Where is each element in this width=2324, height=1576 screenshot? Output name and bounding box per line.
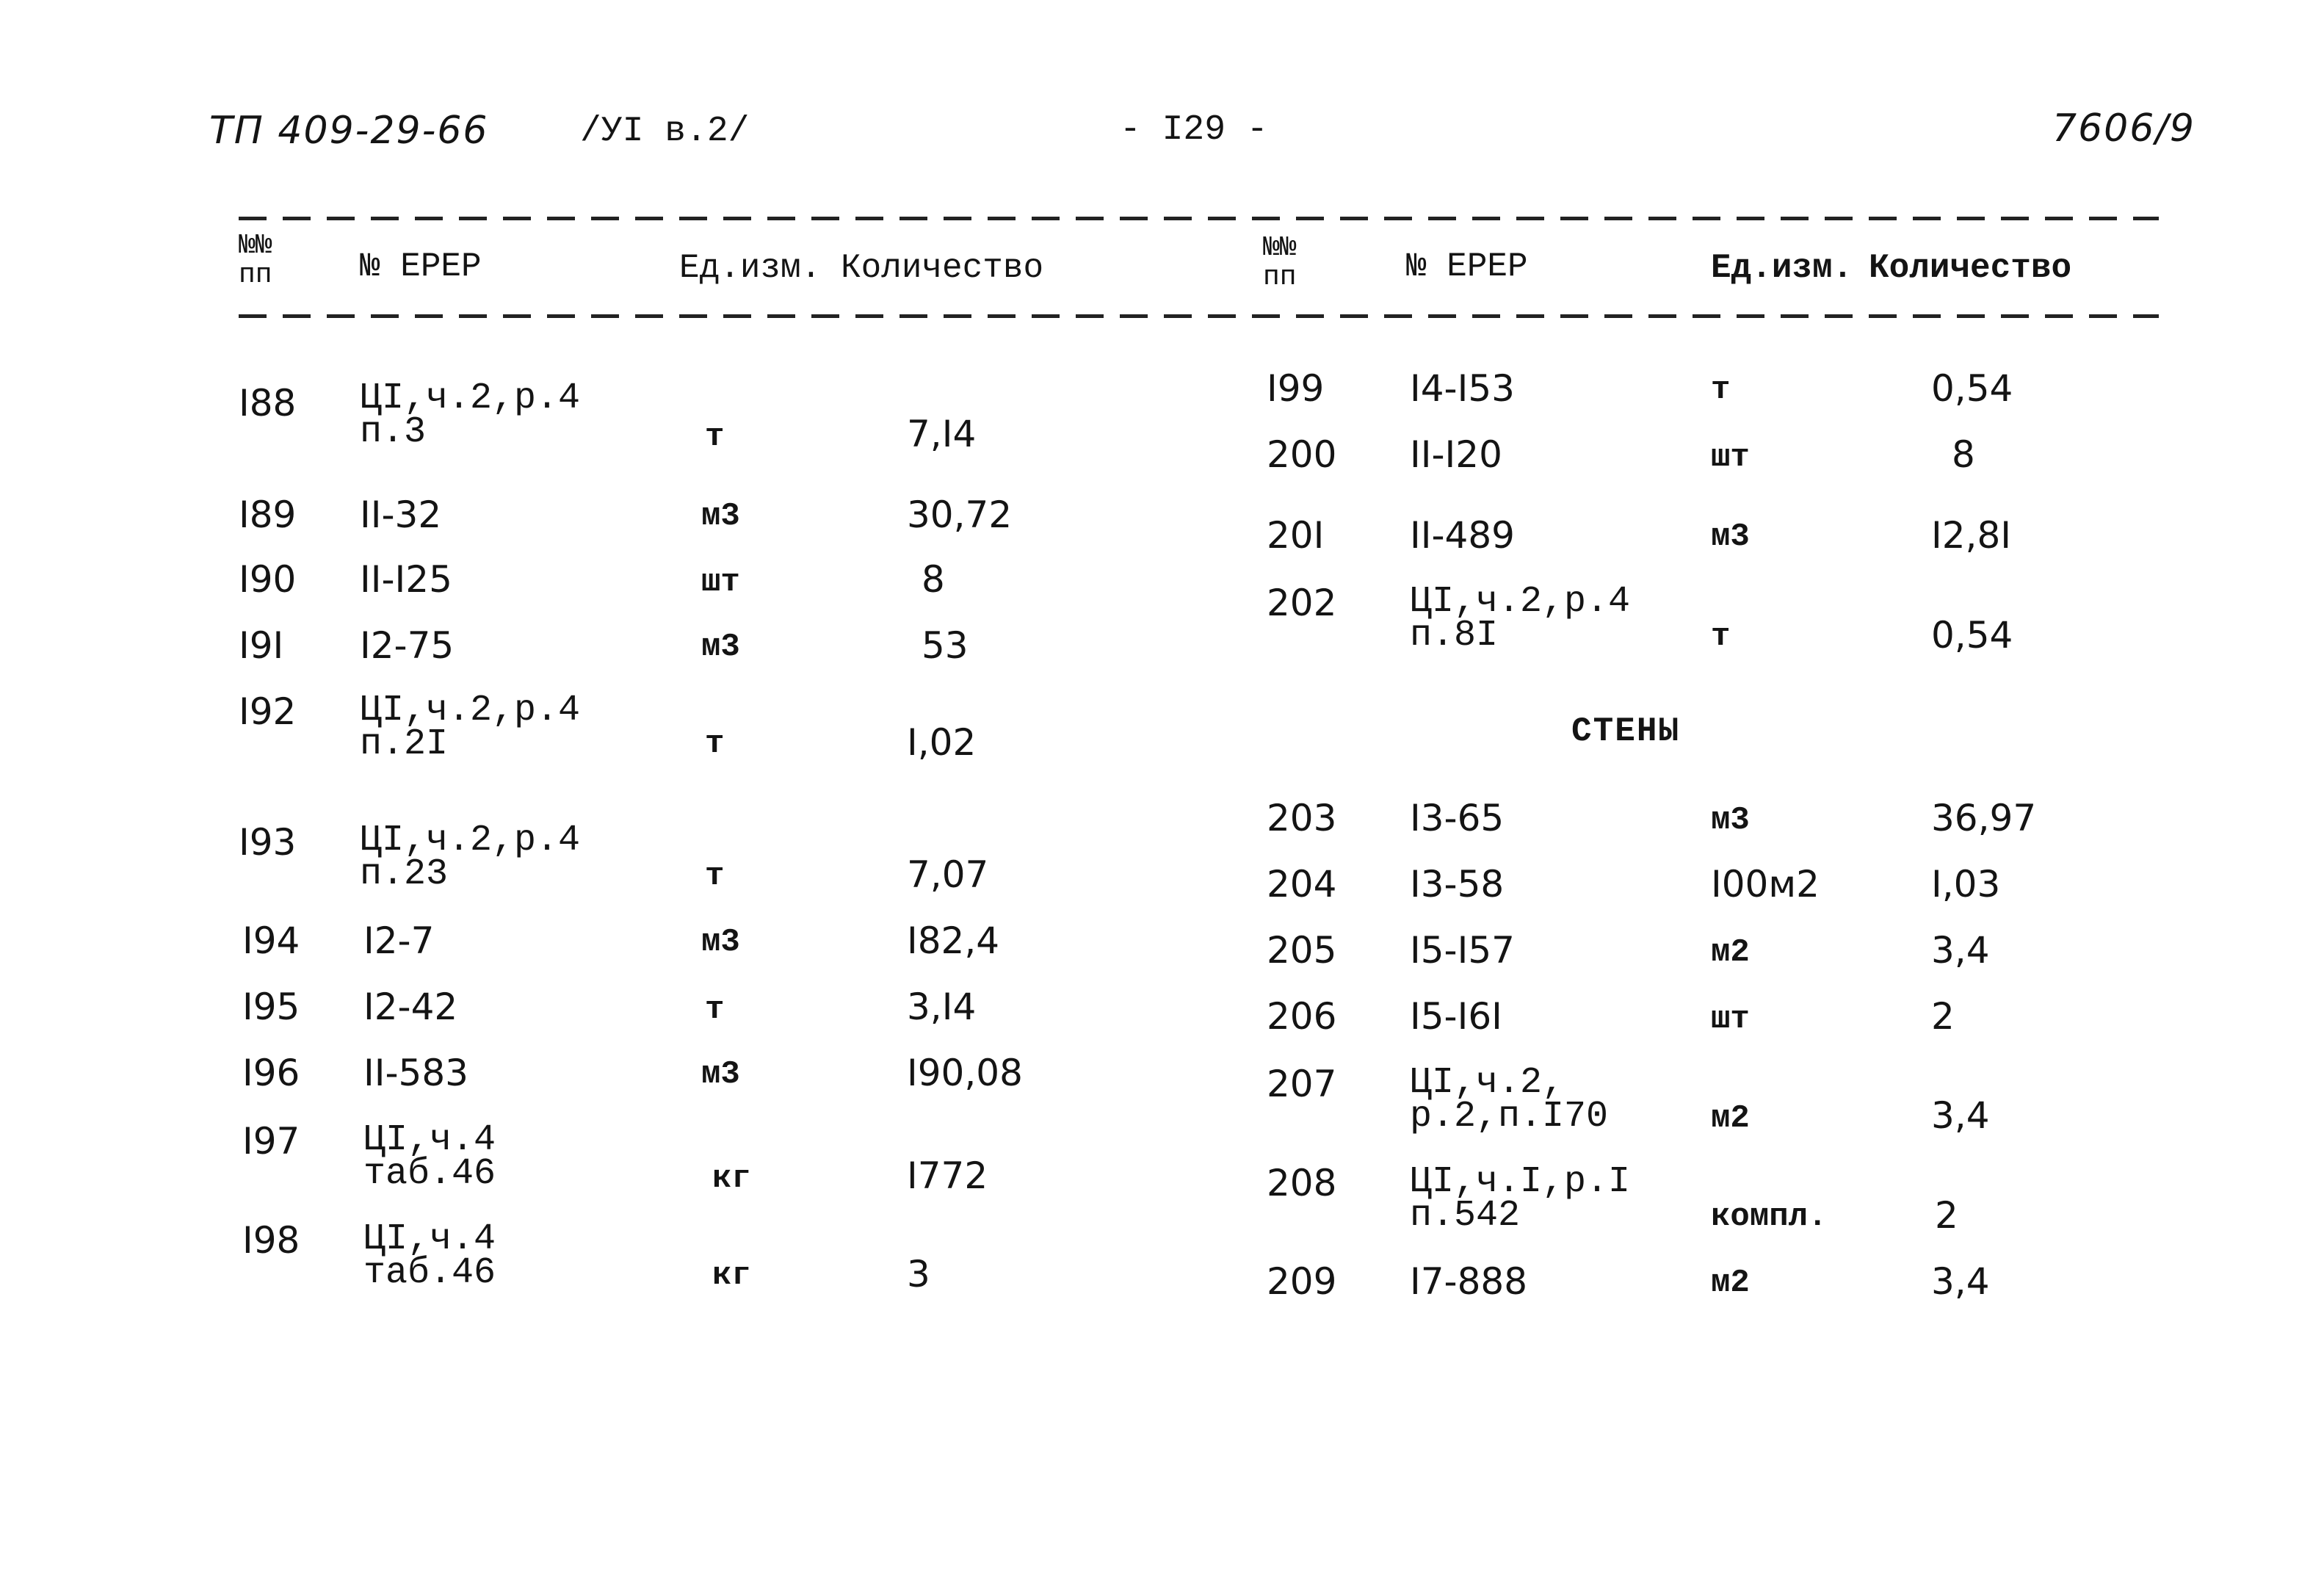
unit: м3 bbox=[701, 924, 740, 961]
unit: компл. bbox=[1711, 1199, 1828, 1235]
unit: т bbox=[1711, 372, 1731, 408]
erer-ref: ЦI,ч.4 таб.46 bbox=[363, 1119, 496, 1195]
sheet-number: 7606/9 bbox=[2052, 106, 2196, 151]
quantity: 8 bbox=[922, 558, 945, 601]
row-number: I95 bbox=[242, 986, 300, 1028]
row-number: 208 bbox=[1267, 1162, 1337, 1204]
unit: м3 bbox=[1711, 518, 1750, 555]
part-label: /УI в.2/ bbox=[580, 112, 750, 151]
right-unit-heading: Ед.изм. bbox=[1711, 249, 1853, 287]
erer-ref: ЦI,ч.2,р.4 п.23 bbox=[360, 820, 581, 895]
row-number: I9I bbox=[239, 624, 284, 667]
left-erer-heading: № ЕРЕР bbox=[360, 247, 482, 286]
row-number: 203 bbox=[1267, 797, 1337, 839]
row-number: I98 bbox=[242, 1219, 300, 1262]
section-title: СТЕНЫ bbox=[1571, 712, 1681, 751]
unit: шт bbox=[701, 564, 740, 601]
erer-ref: I5-I57 bbox=[1410, 929, 1515, 972]
quantity: 0,54 bbox=[1931, 367, 2013, 410]
document-code: ТП 409-29-66 bbox=[209, 109, 489, 153]
unit: м2 bbox=[1711, 934, 1750, 971]
quantity: I2,8I bbox=[1931, 514, 2012, 557]
unit: кг bbox=[712, 1257, 751, 1294]
row-number: I90 bbox=[239, 558, 297, 601]
erer-ref: I4-I53 bbox=[1410, 367, 1515, 410]
right-erer-heading: № ЕРЕР bbox=[1406, 247, 1528, 286]
erer-ref: II-583 bbox=[363, 1052, 468, 1094]
row-number: 20I bbox=[1267, 514, 1325, 557]
erer-ref: II-I25 bbox=[360, 558, 452, 601]
unit: шт bbox=[1711, 439, 1750, 476]
unit: т bbox=[705, 991, 725, 1028]
quantity: I,03 bbox=[1931, 863, 2001, 906]
row-number: I94 bbox=[242, 919, 300, 962]
unit: м2 bbox=[1711, 1265, 1750, 1301]
row-number: 207 bbox=[1267, 1063, 1337, 1105]
quantity: I,02 bbox=[907, 721, 977, 764]
quantity: 2 bbox=[1931, 995, 1955, 1038]
erer-ref: ЦI,ч.4 таб.46 bbox=[363, 1218, 496, 1294]
unit: т bbox=[705, 858, 725, 894]
erer-ref: I2-7 bbox=[363, 919, 435, 962]
erer-ref: ЦI,ч.2,р.4 п.3 bbox=[360, 377, 581, 453]
quantity: 30,72 bbox=[907, 494, 1013, 536]
erer-ref: I3-58 bbox=[1410, 863, 1505, 906]
unit: шт bbox=[1711, 1001, 1750, 1038]
quantity: 36,97 bbox=[1931, 797, 2037, 839]
erer-ref: ЦI,ч.2,р.4 п.2I bbox=[360, 690, 581, 765]
unit: т bbox=[705, 726, 725, 762]
row-number: I89 bbox=[239, 494, 297, 536]
erer-ref: I3-65 bbox=[1410, 797, 1505, 839]
row-number: I99 bbox=[1267, 367, 1325, 410]
row-number: 206 bbox=[1267, 995, 1337, 1038]
quantity: 7,I4 bbox=[907, 413, 977, 455]
quantity: 3 bbox=[907, 1253, 930, 1295]
quantity: 3,4 bbox=[1931, 1260, 1990, 1303]
erer-ref: I2-75 bbox=[360, 624, 455, 667]
quantity: 3,4 bbox=[1931, 929, 1990, 972]
erer-ref: II-I20 bbox=[1410, 433, 1502, 476]
right-num-heading: №№ пп bbox=[1263, 232, 1297, 293]
unit: м2 bbox=[1711, 1100, 1750, 1137]
unit: кг bbox=[712, 1160, 751, 1197]
quantity: I90,08 bbox=[907, 1052, 1023, 1094]
row-number: I93 bbox=[239, 821, 297, 864]
unit: I00м2 bbox=[1711, 863, 1820, 906]
erer-ref: I7-888 bbox=[1410, 1260, 1528, 1303]
page-number: - I29 - bbox=[1120, 110, 1268, 150]
quantity: I82,4 bbox=[907, 919, 1000, 962]
quantity: 0,54 bbox=[1931, 614, 2013, 657]
left-qty-heading: Количество bbox=[841, 249, 1044, 287]
left-unit-heading: Ед.изм. bbox=[679, 249, 822, 287]
row-number: I88 bbox=[239, 382, 297, 424]
unit: м3 bbox=[701, 1056, 740, 1093]
quantity: 3,I4 bbox=[907, 986, 977, 1028]
left-num-heading: №№ пп bbox=[239, 230, 272, 291]
row-number: 209 bbox=[1267, 1260, 1337, 1303]
row-number: 204 bbox=[1267, 863, 1337, 906]
quantity: I772 bbox=[907, 1154, 988, 1197]
row-number: I97 bbox=[242, 1120, 300, 1163]
erer-ref: ЦI,ч.2, р.2,п.I70 bbox=[1410, 1062, 1609, 1138]
unit: т bbox=[1711, 618, 1731, 655]
unit: м3 bbox=[701, 498, 740, 535]
row-number: I92 bbox=[239, 690, 297, 733]
erer-ref: I2-42 bbox=[363, 986, 458, 1028]
row-number: 200 bbox=[1267, 433, 1337, 476]
erer-ref: I5-I6I bbox=[1410, 995, 1502, 1038]
erer-ref: ЦI,ч.I,р.I п.542 bbox=[1410, 1161, 1631, 1237]
erer-ref: II-489 bbox=[1410, 514, 1515, 557]
unit: т bbox=[705, 419, 725, 455]
row-number: 202 bbox=[1267, 582, 1337, 624]
quantity: 7,07 bbox=[907, 853, 989, 896]
table-top-rule bbox=[239, 217, 2159, 220]
row-number: 205 bbox=[1267, 929, 1337, 972]
quantity: 53 bbox=[922, 624, 969, 667]
erer-ref: ЦI,ч.2,р.4 п.8I bbox=[1410, 581, 1631, 657]
quantity: 3,4 bbox=[1931, 1094, 1990, 1137]
unit: м3 bbox=[701, 629, 740, 665]
quantity: 2 bbox=[1935, 1194, 1958, 1237]
right-qty-heading: Количество bbox=[1869, 249, 2072, 287]
table-header-rule bbox=[239, 314, 2159, 318]
quantity: 8 bbox=[1952, 433, 1975, 476]
unit: м3 bbox=[1711, 802, 1750, 839]
erer-ref: II-32 bbox=[360, 494, 442, 536]
row-number: I96 bbox=[242, 1052, 300, 1094]
